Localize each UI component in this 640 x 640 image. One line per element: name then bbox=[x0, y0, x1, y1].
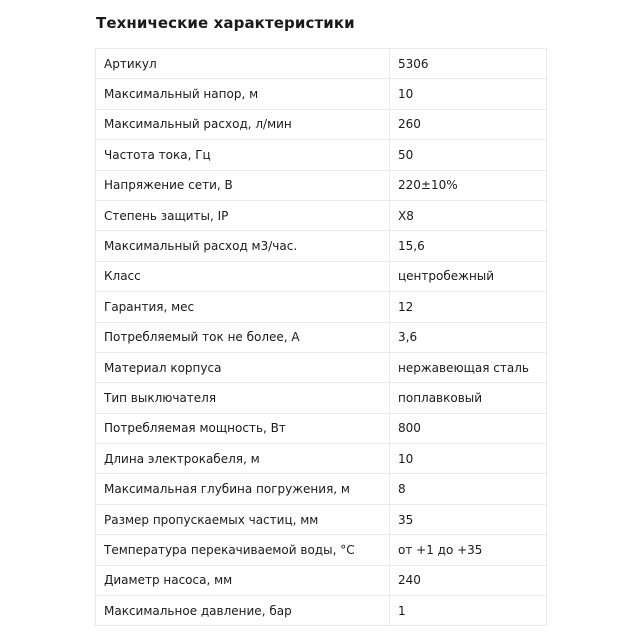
spec-name: Потребляемый ток не более, А bbox=[96, 322, 390, 352]
spec-row-pump-diameter bbox=[96, 565, 547, 595]
spec-row-article bbox=[96, 49, 547, 79]
spec-row-protection bbox=[96, 200, 547, 230]
spec-name: Максимальный расход м3/час. bbox=[96, 231, 390, 261]
spec-value: 800 bbox=[390, 413, 547, 443]
spec-name: Материал корпуса bbox=[96, 352, 390, 382]
spec-name: Максимальная глубина погружения, м bbox=[96, 474, 390, 504]
spec-value: 5306 bbox=[390, 49, 547, 79]
spec-row-switch-type bbox=[96, 383, 547, 413]
spec-row-max-head bbox=[96, 79, 547, 109]
spec-row-class bbox=[96, 261, 547, 291]
spec-value: поплавковый bbox=[390, 383, 547, 413]
specs-table bbox=[95, 48, 547, 626]
spec-name: Частота тока, Гц bbox=[96, 140, 390, 170]
spec-row-voltage bbox=[96, 170, 547, 200]
spec-row-max-flow-lmin bbox=[96, 109, 547, 139]
spec-value: 12 bbox=[390, 292, 547, 322]
spec-row-power bbox=[96, 413, 547, 443]
spec-value: 10 bbox=[390, 444, 547, 474]
spec-value: от +1 до +35 bbox=[390, 535, 547, 565]
section-title: Технические характеристики bbox=[96, 14, 355, 32]
spec-name: Максимальное давление, бар bbox=[96, 596, 390, 626]
spec-value: 10 bbox=[390, 79, 547, 109]
spec-value: 3,6 bbox=[390, 322, 547, 352]
spec-name: Гарантия, мес bbox=[96, 292, 390, 322]
spec-name: Потребляемая мощность, Вт bbox=[96, 413, 390, 443]
spec-row-water-temperature bbox=[96, 535, 547, 565]
spec-name: Температура перекачиваемой воды, °С bbox=[96, 535, 390, 565]
spec-name: Степень защиты, IP bbox=[96, 200, 390, 230]
spec-value: нержавеющая сталь bbox=[390, 352, 547, 382]
spec-name: Артикул bbox=[96, 49, 390, 79]
spec-name: Максимальный расход, л/мин bbox=[96, 109, 390, 139]
spec-row-body-material bbox=[96, 352, 547, 382]
spec-row-particle-size bbox=[96, 504, 547, 534]
spec-value: 50 bbox=[390, 140, 547, 170]
spec-name: Тип выключателя bbox=[96, 383, 390, 413]
spec-row-max-flow-m3h bbox=[96, 231, 547, 261]
spec-name: Длина электрокабеля, м bbox=[96, 444, 390, 474]
spec-value: 15,6 bbox=[390, 231, 547, 261]
spec-value: 240 bbox=[390, 565, 547, 595]
spec-value: 8 bbox=[390, 474, 547, 504]
spec-name: Размер пропускаемых частиц, мм bbox=[96, 504, 390, 534]
spec-row-max-pressure bbox=[96, 596, 547, 626]
spec-value: 1 bbox=[390, 596, 547, 626]
spec-row-cable-length bbox=[96, 444, 547, 474]
spec-value: 35 bbox=[390, 504, 547, 534]
spec-row-max-depth bbox=[96, 474, 547, 504]
spec-name: Максимальный напор, м bbox=[96, 79, 390, 109]
spec-row-current bbox=[96, 322, 547, 352]
spec-name: Класс bbox=[96, 261, 390, 291]
spec-value: центробежный bbox=[390, 261, 547, 291]
spec-value: 260 bbox=[390, 109, 547, 139]
spec-name: Диаметр насоса, мм bbox=[96, 565, 390, 595]
spec-name: Напряжение сети, В bbox=[96, 170, 390, 200]
spec-value: X8 bbox=[390, 200, 547, 230]
spec-value: 220±10% bbox=[390, 170, 547, 200]
spec-row-frequency bbox=[96, 140, 547, 170]
spec-row-warranty bbox=[96, 292, 547, 322]
